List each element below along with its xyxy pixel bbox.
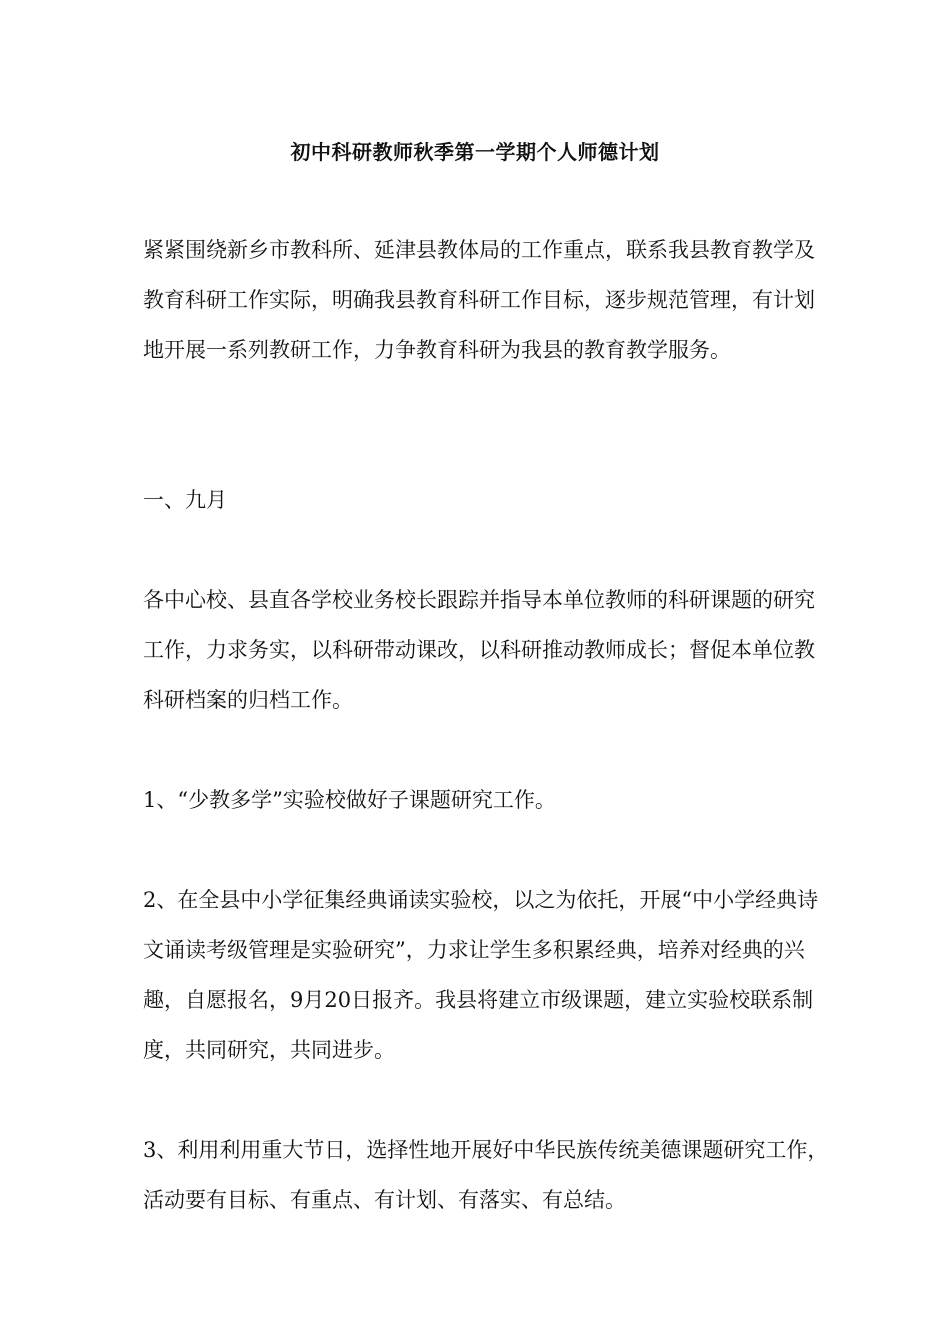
document-title: 初中科研教师秋季第一学期个人师德计划 — [290, 140, 660, 164]
section-paragraph: 各中心校、县直各学校业务校长跟踪并指导本单位教师的科研课题的研究工作，力求务实，以科研带动课改，以科研推动教师成长；督促本单位教科研档案的归档工作。 — [143, 588, 815, 712]
intro-paragraph: 紧紧围绕新乡市教科所、延津县教体局的工作重点，联系我县教育教学及教育科研工作实际，明确我县教育科研工作目标，逐步规范管理，有计划地开展一系列教研工作，力争教育科研为我县的教育教学服务。 — [143, 238, 815, 362]
list-item-2: 2、在全县中小学征集经典诵读实验校，以之为依托，开展“中小学经典诗文诵读考级管理是实验研究”，力求让学生多积累经典，培养对经典的兴趣，自愿报名，9月20日报齐。我县将建立市级课题，建立实验校联系制度，共同研究，共同进步。 — [143, 888, 819, 1062]
list-item-3: 3、利用利用重大节日，选择性地开展好中华民族传统美德课题研究工作，活动要有目标、有重点、有计划、有落实、有总结。 — [143, 1138, 829, 1212]
list-item-1: 1、“少教多学”实验校做好子课题研究工作。 — [143, 788, 556, 812]
section-heading-september: 一、九月 — [143, 488, 227, 512]
